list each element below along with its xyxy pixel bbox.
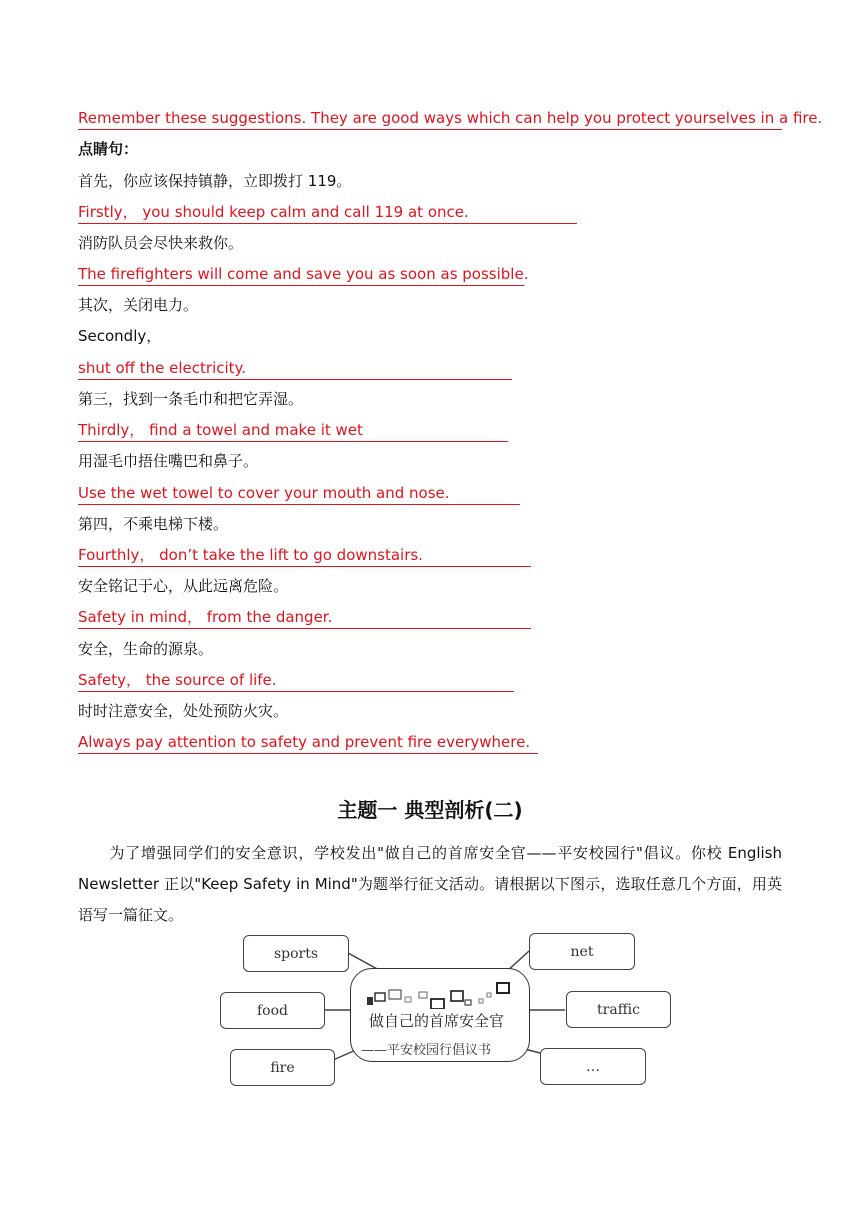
- traffic-label: traffic: [597, 1001, 640, 1018]
- chinese-line: 其次，关闭电力。: [78, 296, 199, 314]
- chinese-line: 安全，生命的源泉。: [78, 640, 214, 658]
- more-label: …: [586, 1058, 600, 1075]
- section-label: 点睛句：: [78, 140, 139, 158]
- writing-prompt: [78, 838, 782, 931]
- mind-map-diagram: [215, 928, 675, 1093]
- traffic-box: [566, 991, 671, 1028]
- chinese-line: 消防队员会尽快来救你。: [78, 234, 244, 252]
- section-heading: 主题一 典型剖析(二): [337, 798, 523, 822]
- fire-label: fire: [270, 1059, 295, 1076]
- answer-line: Safety in mind， from the danger.: [78, 606, 531, 629]
- chinese-line: 首先，你应该保持镇静，立即拨打 119。: [78, 172, 352, 190]
- answer-line: Remember these suggestions. They are good ways which can help you protect yourselves in a fire.: [78, 107, 782, 130]
- answer-line: Use the wet towel to cover your mouth and nose.: [78, 482, 520, 505]
- answer-line: Thirdly， find a towel and make it wet: [78, 419, 508, 442]
- sports-box: [243, 935, 349, 972]
- center-title: 做自己的首席安全官: [369, 1012, 505, 1030]
- answer-line: Safety， the source of life.: [78, 669, 514, 692]
- chinese-line: 第四，不乘电梯下楼。: [78, 515, 229, 533]
- screens-decoration-icon: [361, 975, 511, 1009]
- chinese-line: 用湿毛巾捂住嘴巴和鼻子。: [78, 452, 259, 470]
- fire-box: [230, 1049, 335, 1086]
- answer-line: Firstly， you should keep calm and call 119 at once.: [78, 201, 577, 224]
- center-subtitle: ——平安校园行倡议书: [361, 1043, 492, 1058]
- chinese-line: Secondly，: [78, 327, 162, 345]
- chinese-line: 安全铭记于心，从此远离危险。: [78, 577, 289, 595]
- net-label: net: [570, 943, 594, 960]
- chinese-line: 第三，找到一条毛巾和把它弄湿。: [78, 390, 304, 408]
- answer-line: The firefighters will come and save you as soon as possible.: [78, 263, 524, 286]
- answer-line: Fourthly， don’t take the lift to go downstairs.: [78, 544, 531, 567]
- more-box: [540, 1048, 646, 1085]
- chinese-line: 时时注意安全，处处预防火灾。: [78, 702, 289, 720]
- answer-line: shut off the electricity.: [78, 357, 512, 380]
- center-node: [350, 968, 530, 1062]
- sports-label: sports: [273, 945, 319, 962]
- food-box: [220, 992, 325, 1029]
- prompt-paragraph: 为了增强同学们的安全意识，学校发出"做自己的首席安全官——平安校园行"倡议。你校 English Newsletter 正以"Keep Safety in Mind"为题举行征文活动。请根据以下图示，选取任意几个方面，用英语写一篇征文。: [78, 844, 782, 924]
- net-box: [529, 933, 635, 970]
- answer-line: Always pay attention to safety and prevent fire everywhere.: [78, 731, 538, 754]
- food-label: food: [256, 1002, 288, 1019]
